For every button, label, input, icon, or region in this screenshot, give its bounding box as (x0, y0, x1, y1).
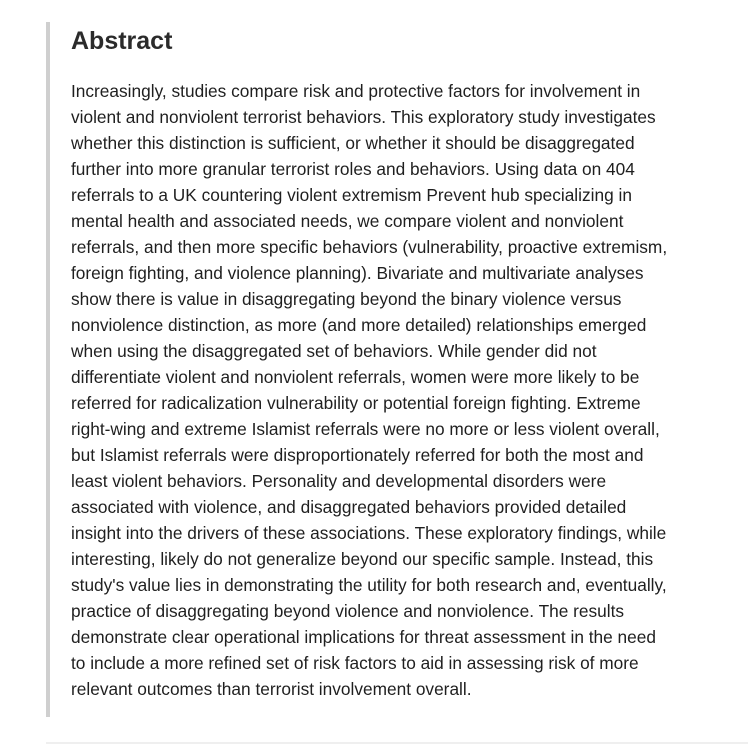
abstract-line: insight into the drivers of these associations. These exploratory findings, while (71, 523, 667, 543)
abstract-line: show there is value in disaggregating beyond the binary violence versus (71, 289, 622, 309)
abstract-line: demonstrate clear operational implications for threat assessment in the need (71, 627, 656, 647)
abstract-line: mental health and associated needs, we compare violent and nonviolent (71, 211, 624, 231)
abstract-line: study's value lies in demonstrating the utility for both research and, eventually, (71, 575, 667, 595)
abstract-line: relevant outcomes than terrorist involvement overall. (71, 679, 472, 699)
abstract-line: associated with violence, and disaggregated behaviors provided detailed (71, 497, 627, 517)
abstract-body (71, 78, 741, 702)
abstract-line: whether this distinction is sufficient, or whether it should be disaggregated (71, 133, 635, 153)
abstract-line: referrals, and then more specific behaviors (vulnerability, proactive extremism, (71, 237, 668, 257)
abstract-section (46, 22, 748, 717)
abstract-line: to include a more refined set of risk factors to aid in assessing risk of more (71, 653, 639, 673)
abstract-line: practice of disaggregating beyond violence and nonviolence. The results (71, 601, 625, 621)
abstract-line: further into more granular terrorist roles and behaviors. Using data on 404 (71, 159, 635, 179)
abstract-line: differentiate violent and nonviolent referrals, women were more likely to be (71, 367, 640, 387)
abstract-line: nonviolence distinction, as more (and more detailed) relationships emerged (71, 315, 647, 335)
abstract-heading: Abstract (71, 27, 173, 55)
abstract-line: interesting, likely do not generalize beyond our specific sample. Instead, this (71, 549, 654, 569)
abstract-line: foreign fighting, and violence planning). Bivariate and multivariate analyses (71, 263, 644, 283)
abstract-line: but Islamist referrals were disproportionately referred for both the most and (71, 445, 644, 465)
section-divider (46, 742, 748, 744)
abstract-line: referrals to a UK countering violent extremism Prevent hub specializing in (71, 185, 632, 205)
abstract-line: referred for radicalization vulnerability or potential foreign fighting. Extreme (71, 393, 641, 413)
abstract-line: right-wing and extreme Islamist referrals were no more or less violent overall, (71, 419, 660, 439)
abstract-line: when using the disaggregated set of behaviors. While gender did not (71, 341, 597, 361)
abstract-line: least violent behaviors. Personality and developmental disorders were (71, 471, 607, 491)
abstract-line: violent and nonviolent terrorist behaviors. This exploratory study investigates (71, 107, 656, 127)
abstract-line: Increasingly, studies compare risk and protective factors for involvement in (71, 81, 641, 101)
